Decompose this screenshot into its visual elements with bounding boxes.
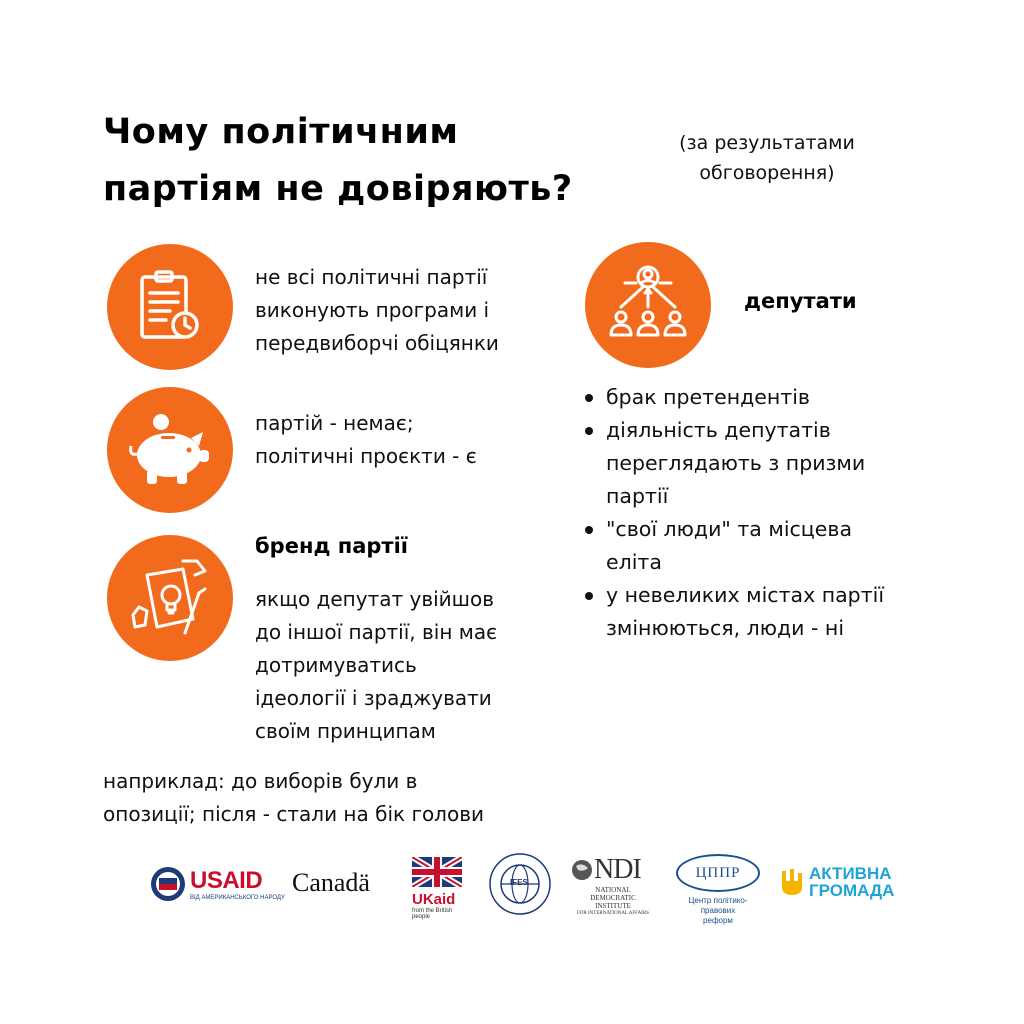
ndi-sub-3: INSTITUTE [595, 902, 631, 910]
active-community-logo [778, 865, 894, 899]
item-3-line-3: дотримуватись [255, 653, 417, 677]
bullet-2-line-3: партії [606, 484, 669, 508]
canada-logo: Canadä [292, 868, 370, 897]
cppr-sub-1: Центр політико-правових [688, 896, 748, 915]
subtitle-line-2: обговорення) [699, 162, 835, 184]
example-line-1: наприклад: до виборів були в [103, 769, 418, 793]
ukaid-wordmark: UKaid [412, 891, 456, 908]
bullet-4-line-1: у невеликих містах партії [606, 583, 885, 607]
usaid-subtitle: ВІД АМЕРИКАНСЬКОГО НАРОДУ [190, 895, 285, 901]
bullet-2-line-1: діяльність депутатів [606, 418, 831, 442]
list-item [580, 513, 940, 579]
subtitle-line-1: (за результатами [679, 132, 855, 154]
item-3-text [255, 583, 555, 748]
subtitle [652, 128, 882, 188]
deputies-list [580, 381, 940, 645]
ag-line-2: ГРОМАДА [809, 881, 895, 900]
ndi-subtitle [570, 886, 656, 918]
title-line-1: Чому політичним [103, 112, 459, 152]
example-line-2: опозиції; після - стали на бік голови [103, 802, 484, 826]
item-1-line-2: виконують програми і [255, 298, 490, 322]
list-item [580, 414, 940, 513]
list-item [580, 381, 940, 414]
ifes-logo [488, 852, 552, 916]
item-1-text [255, 261, 555, 360]
item-3-line-2: до іншої партії, він має [255, 620, 498, 644]
bullet-3-line-1: "свої люди" та місцева [606, 517, 852, 541]
union-jack-icon [412, 857, 462, 887]
ifes-center-text: IFES [510, 878, 528, 887]
usaid-wordmark: USAID [190, 867, 263, 894]
list-item [580, 579, 940, 645]
ndi-wordmark: NDI [594, 854, 641, 885]
network-people-icon [585, 242, 711, 368]
item-1-line-1: не всі політичні партії [255, 265, 488, 289]
bullet-2-line-2: переглядають з призми [606, 451, 866, 475]
ag-line-1: АКТИВНА [809, 864, 892, 883]
ndi-logo [570, 854, 656, 918]
ndi-sub-1: NATIONAL [595, 886, 631, 894]
title-line-2: партіям не довіряють? [103, 169, 573, 209]
cppr-emblem [676, 854, 760, 892]
brand-heading: бренд партії [255, 534, 408, 558]
item-2-text [255, 407, 555, 473]
bullet-3-line-2: еліта [606, 550, 662, 574]
item-3-line-5: своїм принципам [255, 719, 436, 743]
ndi-sub-2: DEMOCRATIC [590, 894, 636, 902]
cppr-wordmark: ЦППР [695, 864, 741, 881]
item-2-line-1: партій - немає; [255, 411, 414, 435]
ukaid-subtitle: from the British people [412, 908, 453, 920]
usaid-logo [150, 866, 285, 902]
idea-brand-icon [107, 535, 233, 661]
clipboard-clock-icon [107, 244, 233, 370]
ndi-sub-4: FOR INTERNATIONAL AFFAIRS [577, 911, 649, 916]
item-3-line-4: ідеології і зраджувати [255, 686, 492, 710]
deputies-heading: депутати [744, 289, 857, 313]
item-1-line-3: передвиборчі обіцянки [255, 331, 499, 355]
example-text [103, 765, 563, 831]
ndi-globe-icon [570, 858, 594, 882]
item-2-line-2: політичні проєкти - є [255, 444, 477, 468]
item-3-line-1: якщо депутат увійшов [255, 587, 495, 611]
ukaid-logo [412, 857, 464, 920]
bullet-1-line-1: брак претендентів [606, 385, 811, 409]
raised-hands-icon [778, 867, 806, 897]
piggy-bank-icon [107, 387, 233, 513]
cppr-sub-2: реформ [703, 916, 733, 925]
cppr-logo [672, 854, 764, 926]
page-title [103, 104, 623, 218]
bullet-4-line-2: змінюються, люди - ні [606, 616, 845, 640]
usaid-seal-icon [150, 866, 186, 902]
